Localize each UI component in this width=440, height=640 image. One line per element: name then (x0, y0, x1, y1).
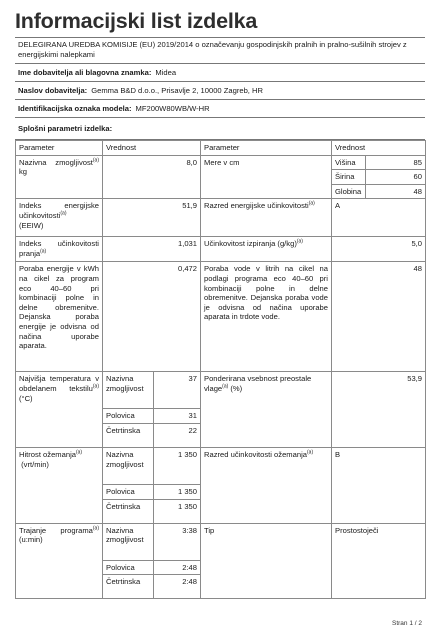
eei-note: (a) (60, 210, 67, 217)
temperature-note: (a) (92, 383, 99, 390)
energy-class-label: Razred energijske učinkovitosti (204, 201, 309, 211)
duration-unit: (u:min) (19, 535, 43, 545)
table-row (16, 447, 426, 484)
width-label: Širina (332, 170, 366, 185)
duration-quarter-load-value: 2:48 (154, 575, 201, 599)
page-title: Informacijski list izdelka (15, 9, 258, 33)
wash-index-note: (a) (40, 248, 47, 255)
parameters-table (15, 140, 426, 599)
energy-consumption-label: Poraba energije v kWh na cikel za program eco 40–60 pri kombinaciji polne in delne obremenitve. Dejanska poraba energije je odvisna od načina uporabe aparata. (16, 262, 103, 372)
eei-label: Indeks energijske učinkovitosti (19, 201, 99, 220)
spin-label-cell (16, 447, 103, 523)
energy-class-label-cell (201, 199, 332, 237)
regulation-text: DELEGIRANA UREDBA KOMISIJE (EU) 2019/2014 o označevanju gospodinjskih pralnih in pralno-sušilnih strojev z energijskimi nalepkami (15, 37, 425, 64)
duration-half-load-label: Polovica (103, 560, 154, 575)
spin-note: (a) (75, 449, 83, 456)
spin-class-label: Razred učinkovitosti ožemanja (204, 449, 307, 459)
address-label: Naslov dobavitelja: (18, 86, 88, 95)
moisture-value: 53,9 (332, 372, 426, 448)
duration-full-load-value: 3:38 (154, 523, 201, 560)
temp-half-load-label: Polovica (103, 409, 154, 424)
type-value: Prostostoječi (332, 523, 426, 599)
moisture-unit: (%) (230, 383, 243, 393)
rinse-label-cell (201, 237, 332, 262)
address-row (15, 82, 425, 100)
moisture-label: Ponderirana vsebnost preostale vlage (204, 374, 312, 393)
duration-label: Trajanje programa (19, 525, 93, 535)
spin-full-load-value: 1 350 (154, 447, 201, 484)
eei-label-cell (16, 199, 103, 237)
eei-value: 51,9 (103, 199, 201, 237)
height-label: Višina (332, 155, 366, 170)
duration-full-load-label: Nazivna zmogljivost (103, 523, 154, 560)
moisture-label-cell (201, 372, 332, 448)
model-value: MF200W80WB/W-HR (135, 104, 210, 113)
page-number: Stran 1 / 2 (392, 620, 422, 627)
product-sheet (15, 8, 425, 599)
spin-half-load-label: Polovica (103, 484, 154, 499)
energy-consumption-value: 0,472 (103, 262, 201, 372)
capacity-unit: kg (19, 167, 28, 177)
duration-half-load-value: 2:48 (154, 560, 201, 575)
eei-symbol: (EEIW) (19, 220, 44, 230)
energy-class-value: A (332, 199, 426, 237)
temp-full-load-label: Nazivna zmogljivost (103, 372, 154, 409)
table-row (16, 523, 426, 560)
duration-label-cell (16, 523, 103, 599)
general-params-label: Splošni parametri izdelka: (18, 124, 113, 133)
type-label: Tip (201, 523, 332, 599)
height-value: 85 (366, 155, 426, 170)
supplier-row (15, 64, 425, 82)
temperature-label-cell (16, 372, 103, 448)
table-row (16, 237, 426, 262)
table-row (16, 372, 426, 409)
table-header-row (16, 141, 426, 156)
spin-class-value: B (332, 447, 426, 523)
header-value-left: Vrednost (103, 141, 201, 156)
temp-quarter-load-label: Četrtinska (103, 423, 154, 447)
rinse-note: (a) (296, 238, 303, 245)
width-value: 60 (366, 170, 426, 185)
wash-index-value: 1,031 (103, 237, 201, 262)
duration-note: (a) (92, 525, 99, 532)
temp-full-load-value: 37 (154, 372, 201, 409)
temp-quarter-load-value: 22 (154, 423, 201, 447)
general-params-row (15, 118, 425, 140)
address-value: Gemma B&D d.o.o., Prisavlje 2, 10000 Zagreb, HR (91, 86, 263, 95)
dimensions-label: Mere v cm (201, 155, 332, 199)
model-row (15, 100, 425, 118)
capacity-note: (a) (92, 157, 99, 164)
spin-quarter-load-label: Četrtinska (103, 499, 154, 523)
depth-value: 48 (366, 184, 426, 199)
rinse-value: 5,0 (332, 237, 426, 262)
capacity-value: 8,0 (103, 155, 201, 199)
spin-half-load-value: 1 350 (154, 484, 201, 499)
spin-class-label-cell (201, 447, 332, 523)
wash-index-label-cell (16, 237, 103, 262)
spin-unit: (vrt/min) (21, 459, 49, 469)
spin-full-load-label: Nazivna zmogljivost (103, 447, 154, 484)
wash-index-label: Indeks učinkovitosti pranja (19, 239, 99, 258)
temperature-unit: (°C) (19, 393, 33, 403)
temperature-label: Najvišja temperatura v obdelanem tekstilu (19, 374, 99, 393)
spin-label: Hitrost ožemanja (19, 449, 76, 459)
spin-class-note: (a) (307, 449, 314, 456)
table-row (16, 262, 426, 372)
energy-class-note: (a) (308, 200, 315, 207)
rinse-label: Učinkovitost izpiranja (g/kg) (204, 239, 297, 249)
table-row (16, 155, 426, 170)
temp-half-load-value: 31 (154, 409, 201, 424)
moisture-note: (a) (222, 383, 229, 390)
depth-label: Globina (332, 184, 366, 199)
header-value-right: Vrednost (332, 141, 426, 156)
duration-quarter-load-label: Četrtinska (103, 575, 154, 599)
table-row (16, 199, 426, 237)
water-consumption-label: Poraba vode v litrih na cikel na podlagi programa eco 40–60 pri kombinaciji polne in delne obremenitve. Dejanska poraba vode je odvisna od načina uporabe aparata in trdote vode. (201, 262, 332, 372)
supplier-label: Ime dobavitelja ali blagovna znamka: (18, 68, 152, 77)
capacity-label: Nazivna zmogljivost (19, 157, 93, 167)
water-consumption-value: 48 (332, 262, 426, 372)
supplier-value: Midea (155, 68, 177, 77)
header-parameter-left: Parameter (16, 141, 103, 156)
capacity-label-cell (16, 155, 103, 199)
spin-quarter-load-value: 1 350 (154, 499, 201, 523)
model-label: Identifikacijska oznaka modela: (18, 104, 132, 113)
header-parameter-right: Parameter (201, 141, 332, 156)
